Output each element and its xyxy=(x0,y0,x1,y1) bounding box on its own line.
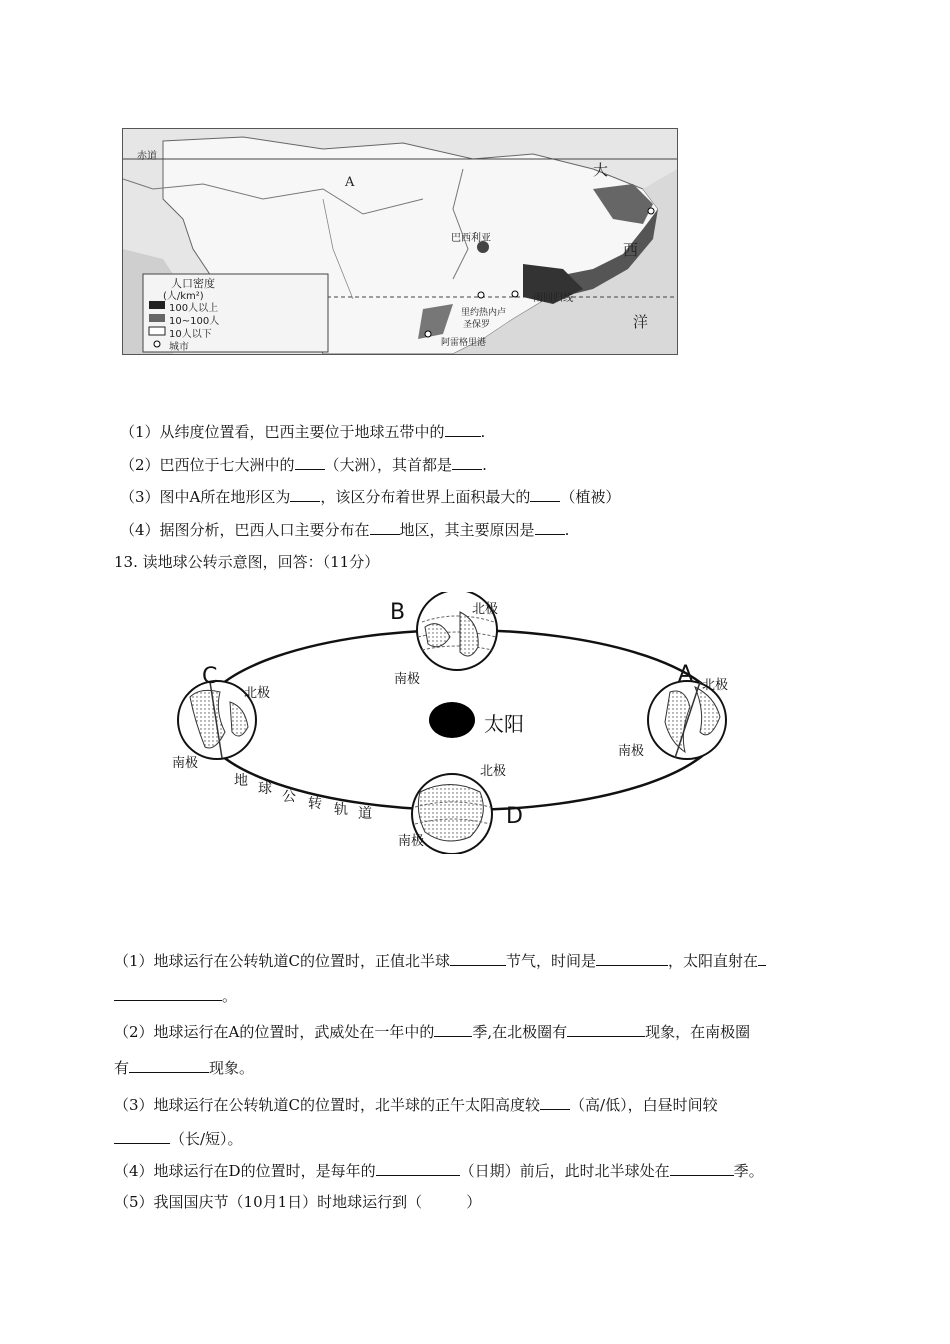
orbit-track-char-2: 球 xyxy=(258,781,272,797)
q13-s2-text-3: 现象，在南极圈 xyxy=(645,1023,751,1041)
q12-s4-blank-1[interactable] xyxy=(370,519,400,535)
q12-s4-text-2: 地区，其主要原因是 xyxy=(399,521,535,539)
q13-s2-text-1: （2）地球运行在A的位置时，武威处在一年中的 xyxy=(114,1023,435,1041)
ocean-char-3: 洋 xyxy=(633,313,649,331)
q13-item-2-cont xyxy=(114,1057,254,1078)
q13-s5-text-2: ） xyxy=(466,1193,482,1211)
q12-s4-text-1: （4）据图分析，巴西人口主要分布在 xyxy=(120,521,370,539)
q12-s2-blank-2[interactable] xyxy=(452,454,482,470)
q12-s1-text-2: . xyxy=(480,423,486,441)
q13-s4-blank-1[interactable] xyxy=(376,1160,460,1176)
q13-s4-blank-2[interactable] xyxy=(670,1160,734,1176)
q13-s1-text-1: （1）地球运行在公转轨道C的位置时，正值北半球 xyxy=(114,952,451,970)
city-rio-label: 里约热内卢 xyxy=(461,308,507,318)
q13-s2-text-2: 季,在北极圈有 xyxy=(472,1023,568,1041)
q12-item-3 xyxy=(120,486,620,507)
orbit-diagram xyxy=(160,592,760,854)
q13-item-3-cont xyxy=(114,1128,243,1149)
q12-s2-text-1: （2）巴西位于七大洲中的 xyxy=(120,456,295,474)
q13-s1-blank-2[interactable] xyxy=(596,950,668,966)
q13-item-1 xyxy=(114,950,766,971)
q13-s4-text-2: （日期）前后，此时北半球处在 xyxy=(459,1162,670,1180)
c-south-pole-label: 南极 xyxy=(172,756,199,771)
city-saopaulo-label: 圣保罗 xyxy=(463,320,491,330)
q13-s4-text-3: 季。 xyxy=(733,1162,764,1180)
sun-label: 太阳 xyxy=(484,712,524,736)
legend-unit: (人/km²) xyxy=(163,291,204,302)
q13-s1-text-2: 节气，时间是 xyxy=(506,952,597,970)
q13-s1-text-3: ，太阳直射在 xyxy=(668,952,759,970)
q13-s3-text-2: （高/低），白昼时间较 xyxy=(570,1096,718,1114)
b-north-pole-label: 北极 xyxy=(472,602,499,617)
q13-item-4 xyxy=(114,1160,764,1181)
a-north-pole-label: 北极 xyxy=(702,678,729,693)
q13-s2-text-4: 有 xyxy=(114,1059,130,1077)
ocean-char-1: 大 xyxy=(593,161,609,179)
q13-title: 13. 读地球公转示意图，回答：（11分） xyxy=(114,553,380,571)
q12-s3-text-1: （3）图中A所在地形区为 xyxy=(120,488,291,506)
position-a-label: A xyxy=(678,662,694,687)
q12-s3-blank-1[interactable] xyxy=(290,486,320,502)
q13-s1-blank-3b[interactable] xyxy=(114,985,222,1001)
q12-item-2 xyxy=(120,454,487,475)
a-south-pole-label: 南极 xyxy=(618,744,645,759)
capital-label: 巴西利亚 xyxy=(451,233,491,244)
q13-s5-text-1: （5）我国国庆节（10月1日）时地球运行到（ xyxy=(114,1193,423,1211)
equator-label: 赤道 xyxy=(137,151,157,162)
region-a-label: A xyxy=(345,175,355,190)
position-d-label: D xyxy=(506,804,523,829)
legend-item-3: 10人以下 xyxy=(169,329,212,340)
orbit-track-char-5: 轨 xyxy=(334,802,348,818)
q12-s4-blank-2[interactable] xyxy=(535,519,565,535)
q12-s3-blank-2[interactable] xyxy=(530,486,560,502)
q13-s5-answer-slot[interactable] xyxy=(422,1192,466,1207)
q12-s3-text-2: ，该区分布着世界上面积最大的 xyxy=(320,488,531,506)
q12-item-4 xyxy=(120,519,569,540)
q13-s4-text-1: （4）地球运行在D的位置时，是每年的 xyxy=(114,1162,376,1180)
position-c-label: C xyxy=(202,664,218,689)
q12-s2-text-2: （大洲），其首都是 xyxy=(324,456,453,474)
legend-title: 人口密度 xyxy=(171,277,215,290)
q13-s1-blank-3a[interactable] xyxy=(758,950,766,966)
legend-item-2: 10~100人 xyxy=(169,316,220,327)
q13-s3-blank-2[interactable] xyxy=(114,1128,170,1144)
q12-s1-text-1: （1）从纬度位置看，巴西主要位于地球五带中的 xyxy=(120,423,445,441)
q13-s2-blank-3[interactable] xyxy=(129,1057,209,1073)
q13-s2-blank-2[interactable] xyxy=(567,1021,645,1037)
c-north-pole-label: 北极 xyxy=(244,686,271,701)
q13-s2-blank-1[interactable] xyxy=(434,1021,472,1037)
orbit-track-char-4: 转 xyxy=(308,796,322,812)
q12-s1-blank-1[interactable] xyxy=(445,421,481,437)
orbit-track-char-1: 地 xyxy=(234,773,248,789)
position-b-label: B xyxy=(390,600,406,625)
tropic-label: 南回归线 xyxy=(533,293,573,304)
brazil-map xyxy=(122,128,678,355)
sun-icon xyxy=(429,702,475,738)
q13-s1-text-4: 。 xyxy=(222,987,238,1005)
b-south-pole-label: 南极 xyxy=(394,672,421,687)
q12-s2-blank-1[interactable] xyxy=(295,454,325,470)
q13-s2-text-5: 现象。 xyxy=(209,1059,255,1077)
q13-item-5 xyxy=(114,1192,481,1212)
q12-s3-text-3: （植被） xyxy=(560,488,621,506)
d-south-pole-label: 南极 xyxy=(398,834,425,849)
q12-s2-text-3: . xyxy=(482,456,487,474)
orbit-track-char-3: 公 xyxy=(282,789,296,805)
orbit-track-char-6: 道 xyxy=(358,806,372,822)
ocean-char-2: 西 xyxy=(623,241,639,259)
d-north-pole-label: 北极 xyxy=(480,764,507,779)
city-portoalegre-label: 阿雷格里港 xyxy=(441,338,487,348)
legend-item-1: 100人以上 xyxy=(169,303,219,314)
q12-s4-text-3: . xyxy=(564,521,570,539)
q13-s3-text-1: （3）地球运行在公转轨道C的位置时，北半球的正午太阳高度较 xyxy=(114,1096,541,1114)
q13-s3-text-3: （长/短）。 xyxy=(170,1130,243,1148)
q13-s1-blank-1[interactable] xyxy=(450,950,506,966)
legend-item-4: 城市 xyxy=(169,342,189,353)
q13-item-3 xyxy=(114,1094,718,1115)
q13-s3-blank-1[interactable] xyxy=(540,1094,570,1110)
q13-item-2 xyxy=(114,1021,750,1042)
q12-item-1 xyxy=(120,421,485,442)
orbit-drawing xyxy=(160,592,760,854)
q13-item-1-cont xyxy=(114,985,237,1006)
